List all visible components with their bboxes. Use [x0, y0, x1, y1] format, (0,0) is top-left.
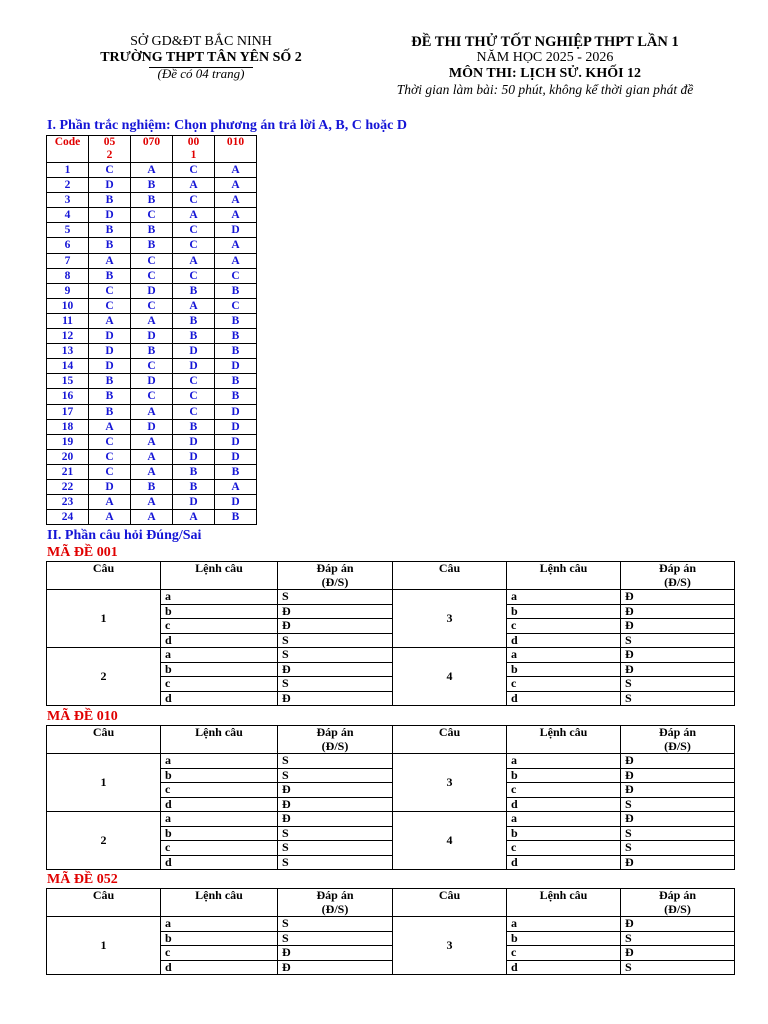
answer-cell: C	[131, 389, 173, 404]
statement-row	[47, 812, 735, 827]
answer-row	[47, 449, 257, 464]
question-number: 2	[47, 812, 161, 870]
answer-cell: D	[89, 329, 131, 344]
question-number: 4	[393, 812, 507, 870]
answer-row	[47, 495, 257, 510]
answer-cell: S	[621, 677, 735, 692]
answer-cell: C	[131, 253, 173, 268]
school-name: TRƯỜNG THPT TÂN YÊN SỐ 2	[100, 50, 302, 65]
answer-cell: Đ	[621, 812, 735, 827]
answer-cell: S	[278, 917, 393, 932]
answer-cell: D	[131, 329, 173, 344]
answer-cell: C	[131, 359, 173, 374]
header-right	[355, 34, 735, 98]
answer-cell: B	[89, 404, 131, 419]
answer-cell: A	[215, 178, 257, 193]
answer-cell: C	[131, 298, 173, 313]
answer-cell: Đ	[621, 590, 735, 605]
column-header: Câu	[47, 726, 161, 754]
answer-cell: D	[89, 479, 131, 494]
answer-cell: Đ	[621, 648, 735, 663]
answer-cell: B	[173, 479, 215, 494]
column-header: Đáp án (Đ/S)	[278, 562, 393, 590]
answer-cell: A	[131, 163, 173, 178]
question-number: 20	[47, 449, 89, 464]
true-false-table	[46, 561, 735, 706]
question-number: 5	[47, 223, 89, 238]
answer-cell: A	[215, 193, 257, 208]
statement-letter: b	[161, 931, 278, 946]
answer-cell: Đ	[278, 960, 393, 975]
answer-cell: S	[621, 797, 735, 812]
answer-cell: C	[89, 163, 131, 178]
statement-letter: b	[507, 604, 621, 619]
statement-letter: d	[161, 855, 278, 870]
statement-letter: d	[507, 633, 621, 648]
answer-row	[47, 223, 257, 238]
answer-cell: S	[621, 633, 735, 648]
statement-row	[47, 590, 735, 605]
code-header: Code	[47, 136, 89, 163]
answer-cell: D	[215, 223, 257, 238]
answer-cell: B	[131, 238, 173, 253]
statement-letter: d	[507, 855, 621, 870]
true-false-table	[46, 888, 735, 975]
statement-letter: a	[507, 648, 621, 663]
answer-row	[47, 313, 257, 328]
answer-row	[47, 464, 257, 479]
answer-cell: S	[278, 826, 393, 841]
answer-cell: C	[173, 238, 215, 253]
question-number: 3	[47, 193, 89, 208]
statement-letter: a	[507, 812, 621, 827]
statement-letter: d	[161, 797, 278, 812]
column-header: Câu	[393, 562, 507, 590]
answer-cell: B	[89, 389, 131, 404]
statement-letter: d	[161, 691, 278, 706]
statement-letter: a	[161, 917, 278, 932]
answer-cell: D	[131, 419, 173, 434]
question-number: 1	[47, 163, 89, 178]
exam-code-header: 070	[131, 136, 173, 163]
answer-row	[47, 374, 257, 389]
answer-cell: C	[89, 283, 131, 298]
answer-cell: C	[131, 208, 173, 223]
answer-cell: A	[215, 479, 257, 494]
answer-cell: D	[173, 495, 215, 510]
statement-letter: b	[161, 662, 278, 677]
answer-cell: Đ	[278, 946, 393, 961]
answer-cell: A	[89, 253, 131, 268]
answer-cell: B	[89, 193, 131, 208]
answer-cell: A	[215, 253, 257, 268]
answer-cell: Đ	[621, 619, 735, 634]
exam-code-header: 010	[215, 136, 257, 163]
answer-cell: S	[621, 960, 735, 975]
question-number: 1	[47, 917, 161, 975]
question-number: 15	[47, 374, 89, 389]
question-number: 3	[393, 590, 507, 648]
exam-code-label: MÃ ĐỀ 010	[47, 709, 118, 724]
column-header: Lệnh câu	[161, 562, 278, 590]
question-number: 13	[47, 344, 89, 359]
answer-cell: B	[215, 344, 257, 359]
answer-cell: B	[173, 464, 215, 479]
answer-cell: C	[215, 268, 257, 283]
column-header: Lệnh câu	[161, 726, 278, 754]
answer-cell: S	[621, 691, 735, 706]
answer-cell: A	[173, 510, 215, 525]
answer-cell: D	[131, 374, 173, 389]
answer-cell: D	[215, 419, 257, 434]
question-number: 21	[47, 464, 89, 479]
answer-cell: A	[215, 163, 257, 178]
question-number: 16	[47, 389, 89, 404]
answer-cell: B	[215, 329, 257, 344]
answer-cell: Đ	[278, 797, 393, 812]
statement-letter: b	[161, 604, 278, 619]
statement-letter: c	[507, 619, 621, 634]
answer-cell: A	[131, 404, 173, 419]
answer-cell: Đ	[278, 691, 393, 706]
question-number: 17	[47, 404, 89, 419]
answer-cell: A	[215, 208, 257, 223]
answer-cell: B	[131, 479, 173, 494]
answer-cell: B	[215, 374, 257, 389]
answer-cell: A	[131, 495, 173, 510]
answer-cell: S	[278, 855, 393, 870]
answer-cell: C	[89, 298, 131, 313]
answer-cell: Đ	[621, 604, 735, 619]
answer-cell: B	[131, 344, 173, 359]
answer-row	[47, 298, 257, 313]
statement-letter: d	[507, 797, 621, 812]
statement-letter: c	[161, 841, 278, 856]
answer-row	[47, 404, 257, 419]
answer-cell: Đ	[621, 754, 735, 769]
answer-key-header-row	[47, 136, 257, 163]
column-header: Đáp án (Đ/S)	[621, 562, 735, 590]
statement-letter: a	[507, 754, 621, 769]
question-number: 19	[47, 434, 89, 449]
question-number: 2	[47, 178, 89, 193]
statement-letter: d	[507, 691, 621, 706]
statement-letter: c	[161, 619, 278, 634]
answer-cell: B	[215, 283, 257, 298]
question-number: 12	[47, 329, 89, 344]
answer-cell: A	[215, 238, 257, 253]
question-number: 6	[47, 238, 89, 253]
answer-cell: S	[278, 633, 393, 648]
column-header: Lệnh câu	[507, 726, 621, 754]
answer-cell: C	[215, 298, 257, 313]
question-number: 9	[47, 283, 89, 298]
answer-cell: S	[621, 826, 735, 841]
statement-letter: b	[161, 826, 278, 841]
answer-cell: B	[215, 389, 257, 404]
true-false-table	[46, 725, 735, 870]
statement-letter: c	[161, 677, 278, 692]
answer-cell: C	[173, 193, 215, 208]
answer-cell: B	[173, 283, 215, 298]
answer-cell: S	[278, 931, 393, 946]
column-header: Đáp án (Đ/S)	[621, 726, 735, 754]
part2-title: II. Phần câu hỏi Đúng/Sai	[47, 528, 202, 543]
answer-cell: S	[278, 754, 393, 769]
question-number: 22	[47, 479, 89, 494]
answer-cell: D	[173, 434, 215, 449]
answer-cell: D	[215, 495, 257, 510]
column-header: Lệnh câu	[507, 889, 621, 917]
answer-cell: B	[89, 374, 131, 389]
answer-cell: A	[173, 253, 215, 268]
answer-cell: Đ	[278, 619, 393, 634]
statement-letter: c	[161, 946, 278, 961]
answer-cell: Đ	[621, 783, 735, 798]
answer-row	[47, 389, 257, 404]
answer-row	[47, 359, 257, 374]
answer-cell: Đ	[621, 768, 735, 783]
answer-cell: C	[173, 374, 215, 389]
answer-cell: A	[173, 208, 215, 223]
column-header: Lệnh câu	[507, 562, 621, 590]
answer-cell: C	[131, 268, 173, 283]
statement-row	[47, 648, 735, 663]
statement-letter: a	[161, 648, 278, 663]
answer-row	[47, 208, 257, 223]
true-false-header-row	[47, 889, 735, 917]
true-false-header-row	[47, 562, 735, 590]
question-number: 11	[47, 313, 89, 328]
question-number: 23	[47, 495, 89, 510]
answer-cell: D	[215, 434, 257, 449]
question-number: 1	[47, 754, 161, 812]
answer-cell: S	[278, 841, 393, 856]
answer-cell: S	[621, 841, 735, 856]
column-header: Câu	[47, 889, 161, 917]
answer-cell: Đ	[278, 812, 393, 827]
answer-row	[47, 193, 257, 208]
question-number: 10	[47, 298, 89, 313]
question-number: 2	[47, 648, 161, 706]
answer-cell: B	[173, 419, 215, 434]
answer-cell: A	[89, 419, 131, 434]
answer-key-body	[47, 163, 257, 525]
statement-letter: b	[161, 768, 278, 783]
subject-title: MÔN THI: LỊCH SỬ. KHỐI 12	[448, 66, 642, 81]
column-header: Lệnh câu	[161, 889, 278, 917]
exam-code-header: 05 2	[89, 136, 131, 163]
exam-code-label: MÃ ĐỀ 052	[47, 872, 118, 887]
answer-cell: B	[131, 193, 173, 208]
answer-cell: C	[173, 404, 215, 419]
exam-title: ĐỀ THI THỬ TỐT NGHIỆP THPT LẦN 1	[411, 34, 679, 50]
answer-cell: C	[173, 268, 215, 283]
column-header: Đáp án (Đ/S)	[278, 726, 393, 754]
answer-cell: D	[131, 283, 173, 298]
question-number: 1	[47, 590, 161, 648]
answer-cell: D	[173, 359, 215, 374]
column-header: Câu	[393, 726, 507, 754]
answer-cell: B	[173, 329, 215, 344]
answer-cell: B	[215, 510, 257, 525]
column-header: Câu	[47, 562, 161, 590]
answer-cell: A	[131, 313, 173, 328]
answer-cell: A	[89, 313, 131, 328]
column-header: Câu	[393, 889, 507, 917]
exam-code-label: MÃ ĐỀ 001	[47, 545, 118, 560]
answer-cell: A	[89, 510, 131, 525]
answer-cell: C	[89, 464, 131, 479]
answer-row	[47, 253, 257, 268]
answer-cell: D	[89, 359, 131, 374]
answer-cell: S	[278, 768, 393, 783]
answer-row	[47, 434, 257, 449]
answer-cell: D	[173, 344, 215, 359]
answer-cell: Đ	[621, 855, 735, 870]
question-number: 3	[393, 754, 507, 812]
statement-row	[47, 754, 735, 769]
column-header: Đáp án (Đ/S)	[621, 889, 735, 917]
answer-cell: Đ	[278, 604, 393, 619]
statement-letter: a	[507, 590, 621, 605]
answer-row	[47, 419, 257, 434]
answer-cell: B	[173, 313, 215, 328]
answer-cell: Đ	[278, 783, 393, 798]
answer-cell: A	[131, 464, 173, 479]
header-left	[80, 34, 322, 82]
statement-letter: c	[507, 677, 621, 692]
statement-row	[47, 917, 735, 932]
statement-letter: a	[161, 590, 278, 605]
column-header: Đáp án (Đ/S)	[278, 889, 393, 917]
answer-row	[47, 329, 257, 344]
question-number: 3	[393, 917, 507, 975]
statement-letter: b	[507, 931, 621, 946]
question-number: 7	[47, 253, 89, 268]
answer-row	[47, 283, 257, 298]
answer-cell: C	[173, 389, 215, 404]
statement-letter: a	[161, 754, 278, 769]
statement-letter: c	[161, 783, 278, 798]
answer-key-table	[46, 135, 257, 525]
exam-code-header: 00 1	[173, 136, 215, 163]
answer-row	[47, 163, 257, 178]
answer-cell: B	[89, 238, 131, 253]
statement-letter: b	[507, 768, 621, 783]
answer-cell: B	[215, 464, 257, 479]
statement-letter: c	[507, 946, 621, 961]
question-number: 4	[393, 648, 507, 706]
true-false-header-row	[47, 726, 735, 754]
answer-cell: B	[215, 313, 257, 328]
part1-title: I. Phần trắc nghiệm: Chọn phương án trả lời A, B, C hoặc D	[47, 118, 407, 133]
question-number: 14	[47, 359, 89, 374]
document-header	[0, 34, 768, 104]
answer-cell: A	[173, 178, 215, 193]
answer-cell: C	[89, 449, 131, 464]
answer-cell: B	[89, 223, 131, 238]
answer-cell: A	[131, 510, 173, 525]
answer-row	[47, 479, 257, 494]
answer-cell: D	[215, 404, 257, 419]
answer-cell: S	[278, 648, 393, 663]
answer-cell: C	[173, 223, 215, 238]
question-number: 24	[47, 510, 89, 525]
statement-letter: c	[507, 783, 621, 798]
answer-cell: Đ	[621, 662, 735, 677]
answer-cell: A	[131, 449, 173, 464]
time-note: Thời gian làm bài: 50 phút, không kể thời gian phát đề	[396, 82, 694, 97]
answer-row	[47, 268, 257, 283]
answer-row	[47, 178, 257, 193]
answer-cell: D	[215, 449, 257, 464]
answer-cell: A	[89, 495, 131, 510]
answer-cell: C	[89, 434, 131, 449]
question-number: 8	[47, 268, 89, 283]
statement-letter: d	[161, 960, 278, 975]
answer-cell: A	[131, 434, 173, 449]
answer-cell: D	[173, 449, 215, 464]
answer-cell: Đ	[621, 917, 735, 932]
answer-cell: Đ	[278, 662, 393, 677]
answer-row	[47, 238, 257, 253]
statement-letter: d	[161, 633, 278, 648]
answer-cell: D	[215, 359, 257, 374]
answer-cell: S	[621, 931, 735, 946]
school-year: NĂM HỌC 2025 - 2026	[476, 50, 614, 65]
answer-cell: D	[89, 344, 131, 359]
answer-row	[47, 510, 257, 525]
statement-letter: a	[507, 917, 621, 932]
statement-letter: c	[507, 841, 621, 856]
question-number: 18	[47, 419, 89, 434]
answer-cell: B	[131, 223, 173, 238]
pages-note: (Đề có 04 trang)	[157, 66, 245, 81]
answer-cell: S	[278, 677, 393, 692]
answer-row	[47, 344, 257, 359]
department-name: SỞ GD&ĐT BẮC NINH	[130, 34, 272, 49]
answer-cell: S	[278, 590, 393, 605]
answer-cell: B	[89, 268, 131, 283]
answer-cell: C	[173, 163, 215, 178]
answer-cell: D	[89, 178, 131, 193]
statement-letter: b	[507, 826, 621, 841]
question-number: 4	[47, 208, 89, 223]
statement-letter: d	[507, 960, 621, 975]
answer-cell: Đ	[621, 946, 735, 961]
answer-cell: A	[173, 298, 215, 313]
statement-letter: a	[161, 812, 278, 827]
statement-letter: b	[507, 662, 621, 677]
answer-cell: B	[131, 178, 173, 193]
answer-cell: D	[89, 208, 131, 223]
